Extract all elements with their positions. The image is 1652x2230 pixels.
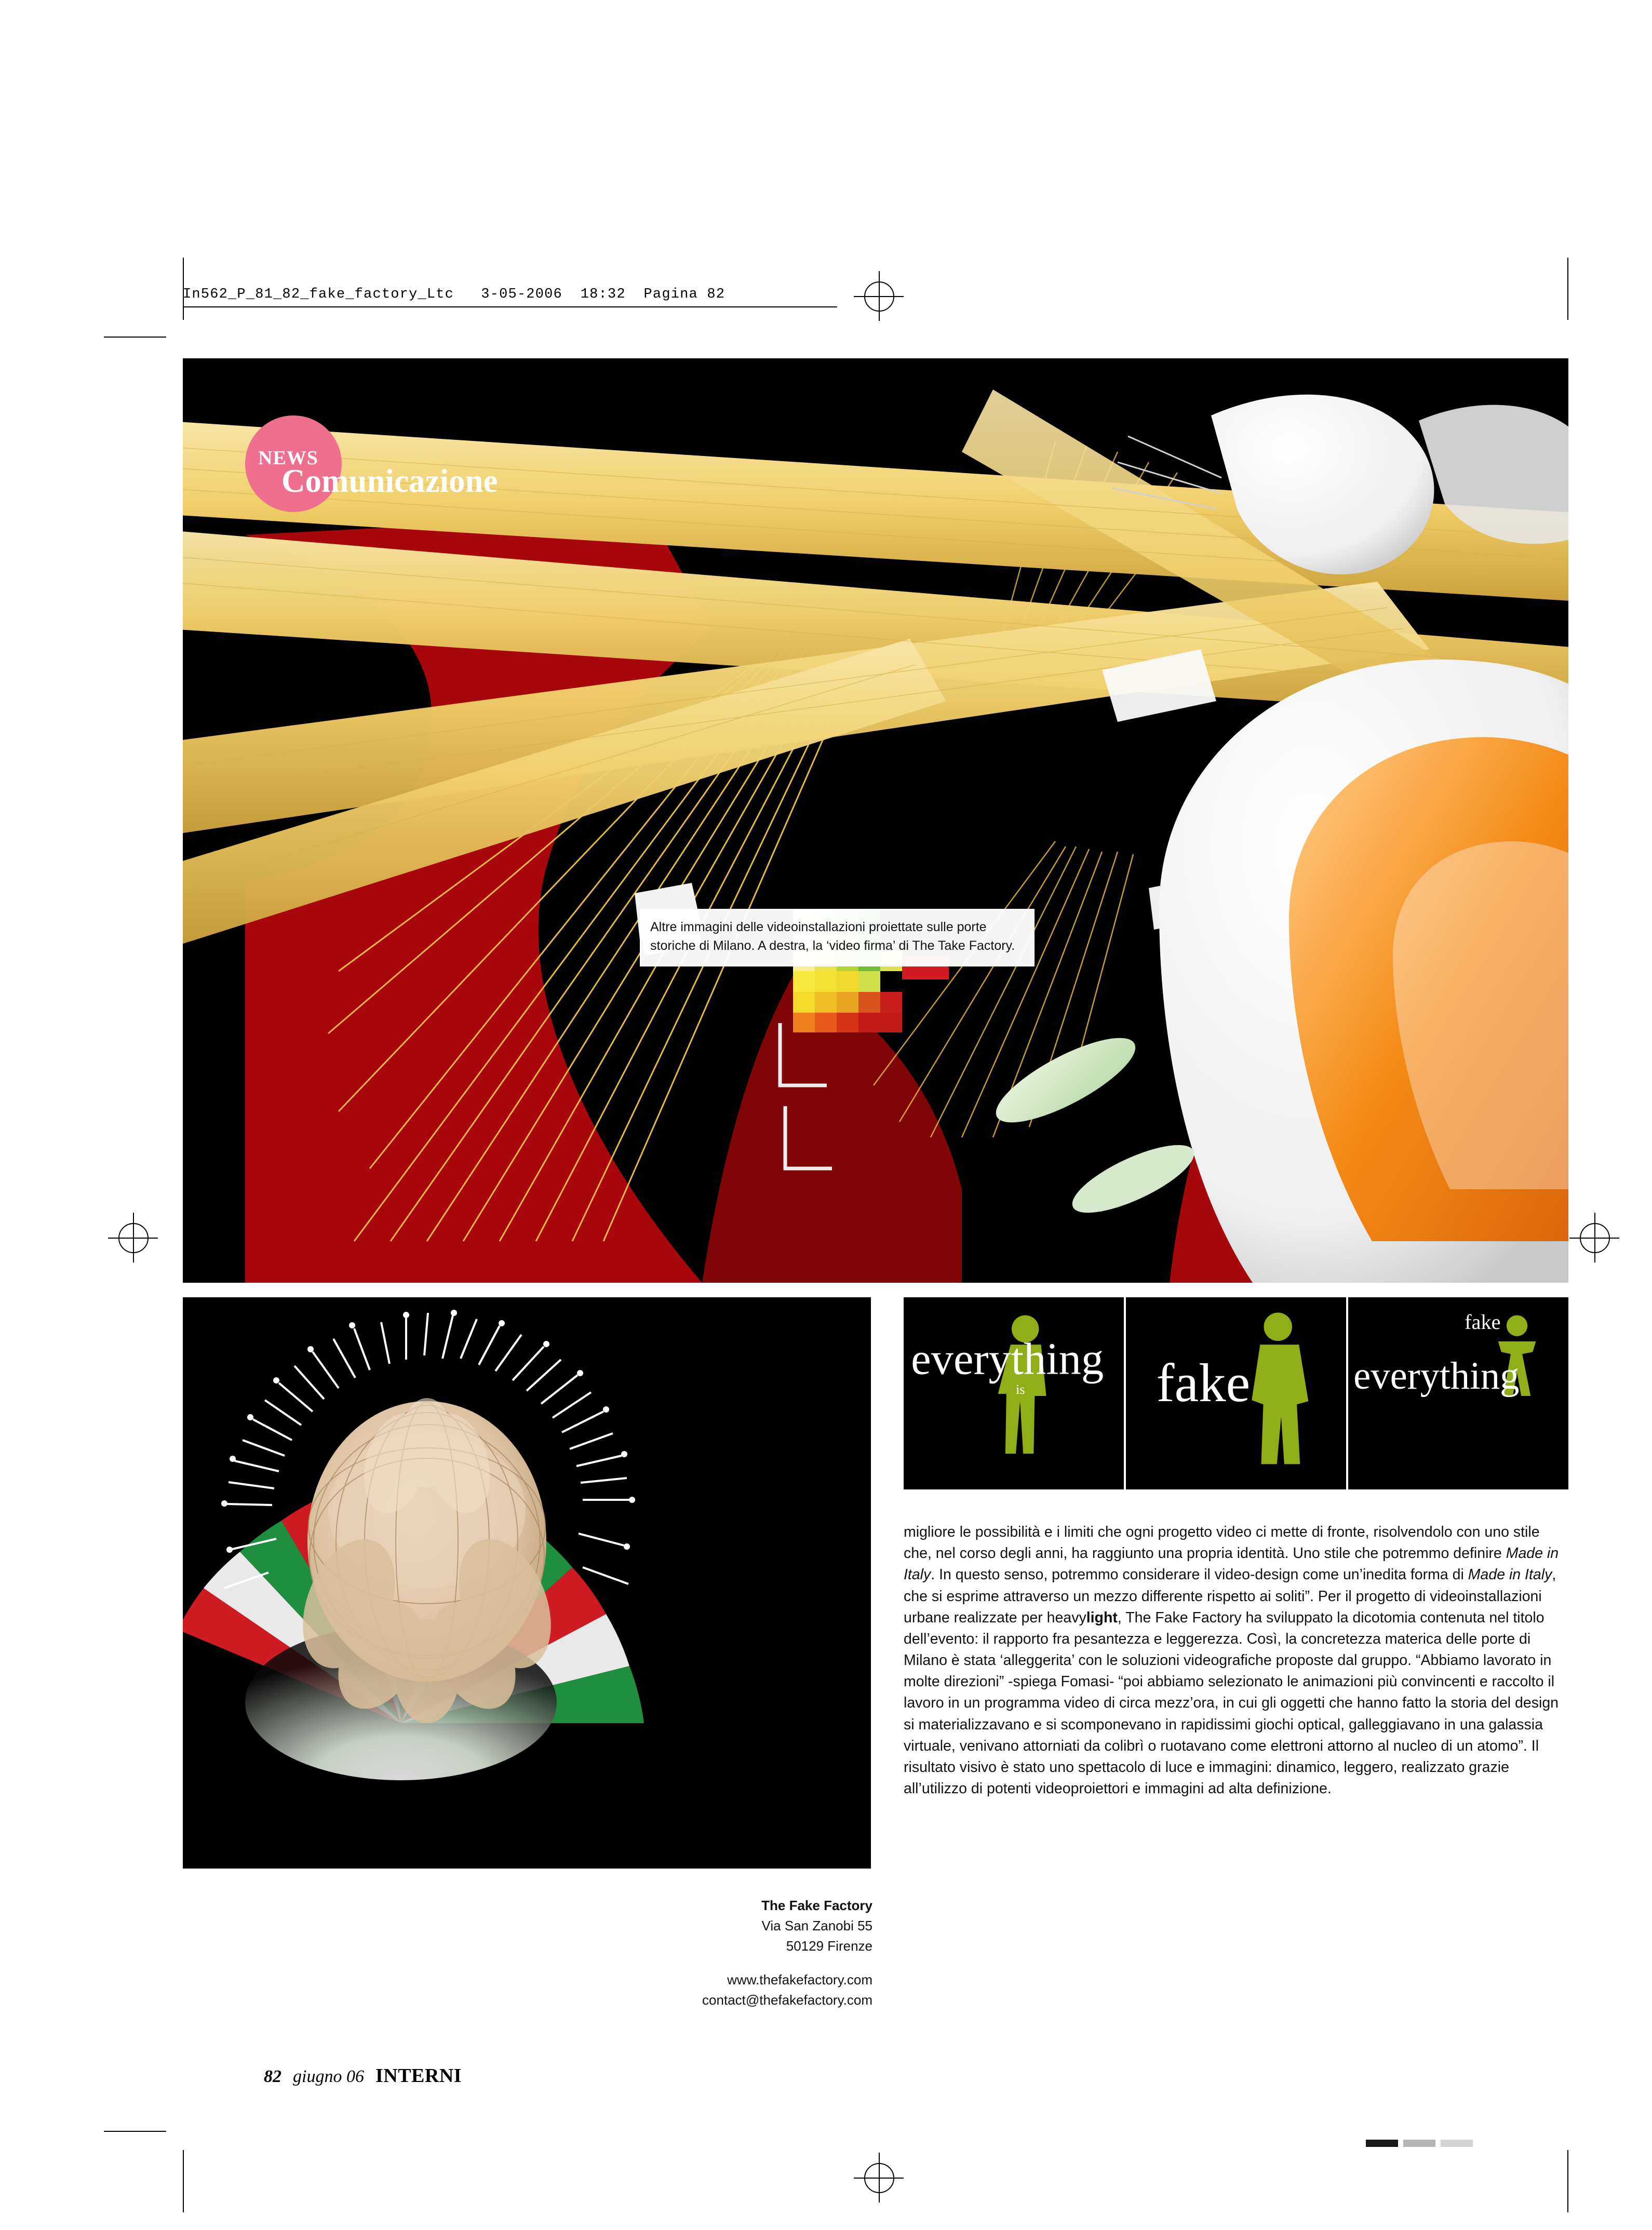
section-title: Comunicazione	[281, 463, 498, 499]
color-bar-swatch-3	[1441, 2140, 1473, 2147]
registration-mark-top	[864, 281, 894, 312]
registration-mark-left	[118, 1223, 149, 1253]
strip-figure-3	[1348, 1297, 1568, 1489]
article-paragraph: migliore le possibilità e i limiti che ogni progetto video ci mette di fronte, risolvendolo con uno stile che, nel corso degli anni, ha raggiunto una propria identità. Uno stile che potremmo definire Made in Italy. In questo senso, potremmo considerare il video-design come un’inedita forma di Made in Italy, che si esprime attraverso un mezzo differente rispetto ai soliti”. Per il progetto di videoinstallazioni urbane realizzate per heavylight, The Fake Factory ha sviluppato la dicotomia contenuta nel titolo dell’evento: il rapporto fra pesantezza e leggerezza. Così, la concretezza materica delle porte di Milano è stata ‘alleggerita’ con le soluzioni videografiche proposte dal gruppo. “Abbiamo lavorato in molte direzioni” -spiega Fomasi- “poi abbiamo selezionato le animazioni più convincenti e raccolto il lavoro in un programma video di circa mezz’ora, in cui gli oggetti che hanno fatto la storia del design si materializzavano e si scomponevano in rapidissimi giochi optical, galleggiavano in una galassia virtuale, venivano attorniati da colibrì o ruotavano come elettroni attorno al nucleo di un atomo”. Il risultato visivo è stato uno spettacolo di luce e immagini: dinamico, leggero, realizzato grazie all’utilizzo di potenti videoproiettori e immagini ad alta definizione.	[904, 1524, 1559, 1797]
hero-image	[183, 358, 1568, 1283]
company-website[interactable]: www.thefakefactory.com	[727, 1972, 872, 1987]
company-street: Via San Zanobi 55	[761, 1918, 872, 1933]
color-bar-swatch-2	[1403, 2140, 1435, 2147]
article-body	[904, 1522, 1571, 1799]
company-city: 50129 Firenze	[786, 1938, 872, 1954]
crop-mark-bottom-right-v	[1567, 2150, 1568, 2212]
crop-mark-top-right-v	[1567, 258, 1568, 320]
hero-caption: Altre immagini delle videoinstallazioni proiettate sulle porte storiche di Milano. A destra, la ‘video firma’ di The Take Factory.	[640, 909, 1035, 966]
contact-block	[550, 1896, 872, 2010]
strip-figure-2	[1126, 1297, 1346, 1489]
page-number: 82	[264, 2067, 281, 2086]
color-bar-swatch-1	[1366, 2140, 1398, 2147]
lantern-graphic	[183, 1297, 871, 1869]
news-badge-label: NEWS	[258, 447, 318, 469]
magazine-title: INTERNI	[375, 2065, 462, 2087]
strip-cell-fake	[1126, 1297, 1348, 1489]
print-color-bar	[1366, 2140, 1473, 2147]
company-email[interactable]: contact@thefakefactory.com	[702, 1992, 872, 2008]
svg-text:is: is	[1016, 1382, 1025, 1398]
svg-text:fake: fake	[1156, 1352, 1251, 1414]
svg-text:fake: fake	[1465, 1310, 1501, 1334]
slug-line: In562_P_81_82_fake_factory_Ltc 3-05-2006 18:32 Pagina 82	[183, 287, 726, 302]
svg-text:everything: everything	[911, 1334, 1104, 1384]
slug-rule	[183, 306, 837, 307]
crop-mark-bottom-left-v	[183, 2150, 184, 2212]
registration-mark-right	[1580, 1223, 1610, 1253]
strip-cell-fake-everything	[1348, 1297, 1568, 1489]
strip-cell-everything-is	[904, 1297, 1126, 1489]
page-footer	[264, 2064, 462, 2087]
issue-label: giugno 06	[293, 2067, 364, 2086]
strip-figure-1	[904, 1297, 1124, 1489]
svg-text:everything: everything	[1353, 1354, 1520, 1398]
crop-mark-top-left-h	[104, 337, 166, 338]
video-signature-strip	[904, 1297, 1568, 1489]
registration-mark-bottom	[864, 2163, 894, 2193]
lantern-image	[183, 1297, 871, 1869]
crop-mark-bottom-left-h	[104, 2131, 166, 2132]
company-name: The Fake Factory	[761, 1898, 872, 1913]
